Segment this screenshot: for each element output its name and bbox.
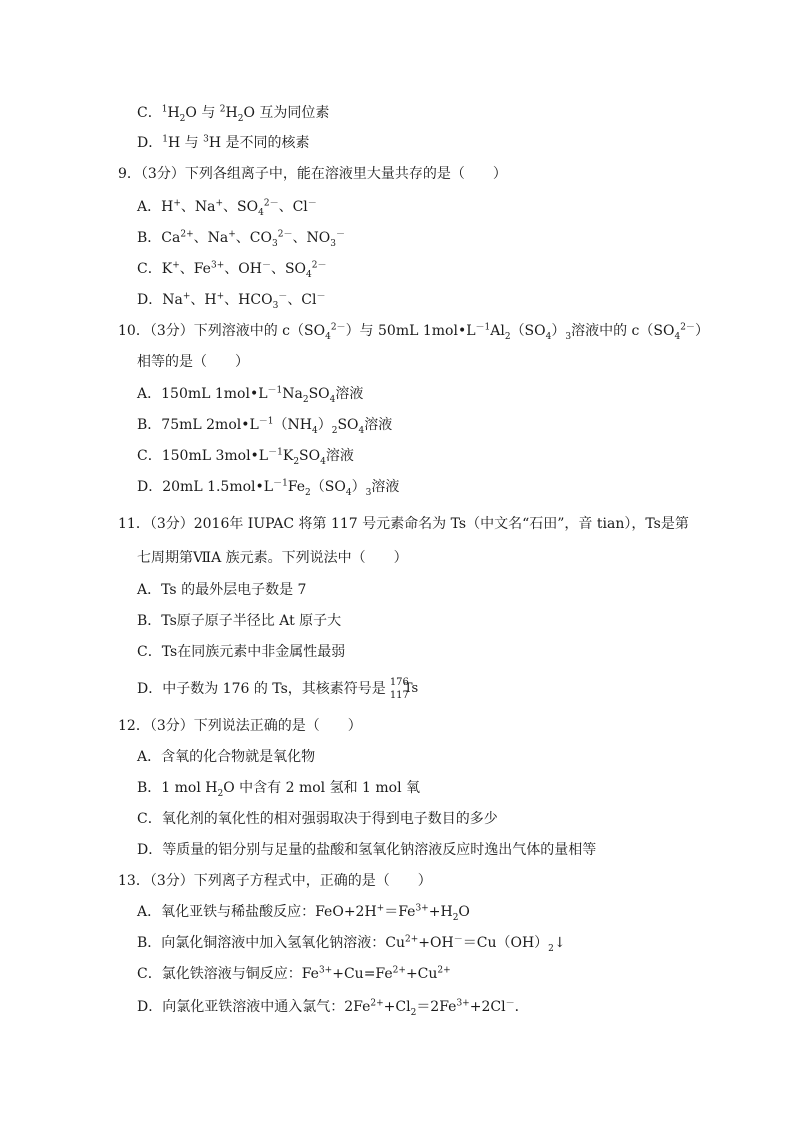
nuclide-symbol: 176 117 Ts	[389, 677, 419, 701]
q12-option-d: D．等质量的铝分别与足量的盐酸和氢氧化钠溶液反应时逸出气体的量相等	[137, 842, 597, 858]
q13-stem: 13．（3分）下列离子方程式中，正确的是（ ）	[118, 873, 432, 889]
q13-option-c: C．氯化铁溶液与铜反应：$Fe^{3+}+Cu=Fe^{2+}+Cu^{2+}$	[137, 965, 451, 982]
q12-option-a: A．含氧的化合物就是氧化物	[137, 749, 316, 765]
q11-option-b: B．Ts原子原子半径比 At 原子大	[137, 613, 342, 629]
q13-option-b: B．向氯化铜溶液中加入氢氧化钠溶液：$Cu^{2+}+OH^-=Cu(OH)_2↓$	[137, 934, 566, 954]
q11-stem-cont: 七周期第ⅦA 族元素。下列说法中（ ）	[137, 550, 408, 566]
q9-option-c: C．K+、$Fe^{3+}$、OH－、$SO_4^{2-}$	[137, 260, 327, 280]
q10-option-a: A．150mL $1mol•L^{-1}Na_2SO_4$溶液	[137, 385, 364, 405]
q13-option-a: A．氧化亚铁与稀盐酸反应：$FeO+2H^+=Fe^{3+}+H_2O$	[137, 903, 470, 923]
q9-stem: 9．（3分）下列各组离子中，能在溶液里大量共存的是（ ）	[118, 166, 507, 182]
q11-option-c: C．Ts在同族元素中非金属性最弱	[137, 644, 346, 660]
q10-stem-cont: 相等的是（ ）	[137, 354, 249, 370]
q10-stem: 10．（3分）下列溶液中的 $c(SO_4^{2-})$与 50mL $1mol•L^{-1}Al_2(SO_4)_3$溶液中的 $c(SO_4^{2-})$	[118, 322, 709, 342]
q10-option-d: D．20mL $1.5mol•L^{-1}Fe_2(SO_4)_3$溶液	[137, 478, 400, 498]
q9-option-d: D．Na+、H+、$HCO_3^-$、Cl－	[137, 291, 326, 311]
q8-option-d: D．$^1$H 与 $^3$H 是不同的核素	[137, 134, 310, 151]
q10-option-b: B．75mL $2mol•L^{-1}(NH_4)_2SO_4$溶液	[137, 416, 393, 436]
q9-option-b: B．$Ca^{2+}$、Na+、$CO_3^{2-}$、$NO_3^-$	[137, 229, 345, 249]
q12-option-b: B．1 mol $H_2O$ 中含有 2 mol 氢和 1 mol 氧	[137, 780, 421, 799]
q13-option-d: D．向氯化亚铁溶液中通入氯气：$2Fe^{2+}+Cl_2=2Fe^{3+}+2Cl^-$．	[137, 998, 529, 1018]
q9-option-a: A．H+、Na+、$SO_4^{2-}$、Cl－	[137, 198, 317, 218]
q11-option-d: D．中子数为 176 的 Ts，其核素符号是 176 117 Ts	[137, 676, 424, 700]
q8-option-c: C．$^1H_2O$ 与 $^2H_2O$ 互为同位素	[137, 104, 330, 124]
q11-option-a: A．Ts 的最外层电子数是 7	[137, 582, 307, 598]
q11-stem: 11．（3分）2016年 IUPAC 将第 117 号元素命名为 Ts（中文名“石田”，音 tian），Ts是第	[118, 516, 689, 532]
q12-option-c: C．氧化剂的氧化性的相对强弱取决于得到电子数目的多少	[137, 811, 498, 827]
q10-option-c: C．150mL $3mol•L^{-1}K_2SO_4$溶液	[137, 447, 354, 467]
q12-stem: 12．（3分）下列说法正确的是（ ）	[118, 718, 362, 734]
